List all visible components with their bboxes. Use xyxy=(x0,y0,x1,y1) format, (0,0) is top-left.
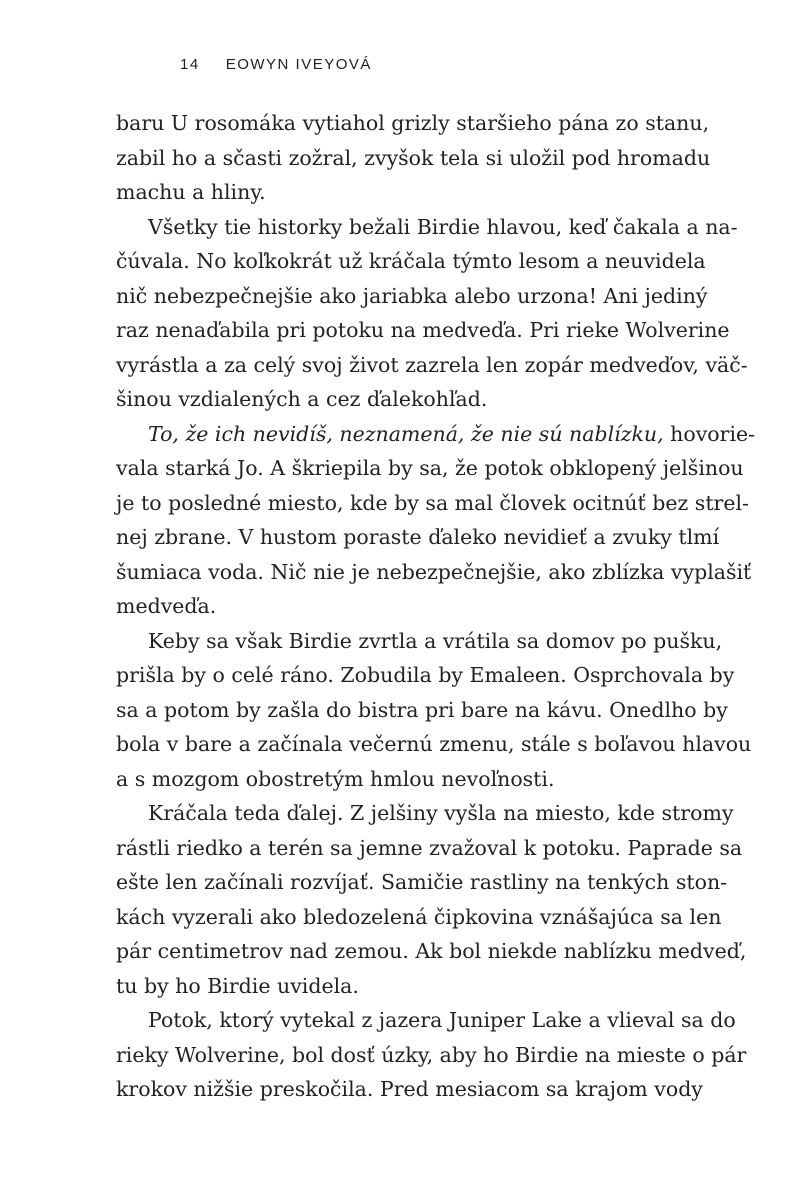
text-line: nič nebezpečnejšie ako jariabka alebo urzona! Ani jediný xyxy=(116,283,708,308)
text-line: vala starká Jo. A škriepila by sa, že potok obklopený jelšinou xyxy=(116,456,744,480)
running-head xyxy=(180,56,372,80)
paragraph xyxy=(116,210,748,417)
page-number: 14 xyxy=(180,56,200,73)
text-line: šumiaca voda. Nič nie je nebezpečnejšie, ako zblízka vyplašiť xyxy=(116,559,752,584)
text-line: rástli riedko a terén sa jemne zvažoval k potoku. Paprade sa xyxy=(116,835,743,860)
paragraph xyxy=(116,1003,747,1107)
body-text xyxy=(116,106,756,1107)
text-line: čúvala. No koľkokrát už kráčala týmto lesom a neuvidela xyxy=(116,249,706,273)
text-line: zabil ho a sčasti zožral, zvyšok tela si uložil pod hromadu xyxy=(116,145,711,170)
text-line: nej zbrane. V hustom poraste ďaleko nevidieť a zvuky tlmí xyxy=(116,525,720,549)
text-line: tu by ho Birdie uvidela. xyxy=(116,973,359,998)
text-line: medveďa. xyxy=(116,594,217,618)
text-line: raz nenaďabila pri potoku na medveďa. Pri rieke Wolverine xyxy=(116,318,730,342)
italic-quote: To, že ich nevidíš, neznamená, že nie sú nablízku, xyxy=(148,421,664,446)
paragraph xyxy=(116,417,756,624)
text-line: Potok, ktorý vytekal z jazera Juniper Lake a vlieval sa do xyxy=(148,1008,736,1032)
paragraph xyxy=(116,106,711,210)
text-line: vyrástla a za celý svoj život zazrela len zopár medveďov, väč- xyxy=(116,352,748,377)
text-line: a s mozgom obostretým hmlou nevoľnosti. xyxy=(116,766,555,791)
text-line: krokov nižšie preskočila. Pred mesiacom sa krajom vody xyxy=(116,1077,703,1101)
text-line xyxy=(116,417,756,452)
running-head-author: EOWYN IVEYOVÁ xyxy=(225,56,372,73)
text-line: Keby sa však Birdie zvrtla a vrátila sa domov po pušku, xyxy=(148,628,723,653)
paragraph xyxy=(116,624,752,797)
text-line: šinou vzdialených a cez ďalekohľad. xyxy=(116,387,488,411)
text-line: pár centimetrov nad zemou. Ak bol niekde nablízku medveď, xyxy=(116,939,747,963)
text-line: prišla by o celé ráno. Zobudila by Emaleen. Osprchovala by xyxy=(116,663,735,687)
text-line: bola v bare a začínala večernú zmenu, stále s boľavou hlavou xyxy=(116,732,752,756)
text-line: je to posledné miesto, kde by sa mal človek ocitnúť bez strel- xyxy=(116,490,749,515)
text-line: kách vyzerali ako bledozelená čipkovina vznášajúca sa len xyxy=(116,904,722,929)
text-line: baru U rosomáka vytiahol grizly staršieho pána zo stanu, xyxy=(116,111,710,135)
text-line: rieky Wolverine, bol dosť úzky, aby ho Birdie na mieste o pár xyxy=(116,1042,747,1067)
text-line: Všetky tie historky bežali Birdie hlavou, keď čakala a na- xyxy=(148,214,738,239)
text-line: ešte len začínali rozvíjať. Samičie rastliny na tenkých ston- xyxy=(116,870,728,894)
text-fragment: hovorie- xyxy=(663,421,756,446)
text-line: Kráčala teda ďalej. Z jelšiny vyšla na miesto, kde stromy xyxy=(148,801,734,825)
paragraph xyxy=(116,796,747,1003)
text-line: machu a hliny. xyxy=(116,180,266,204)
text-line: sa a potom by zašla do bistra pri bare na kávu. Onedlho by xyxy=(116,697,728,722)
